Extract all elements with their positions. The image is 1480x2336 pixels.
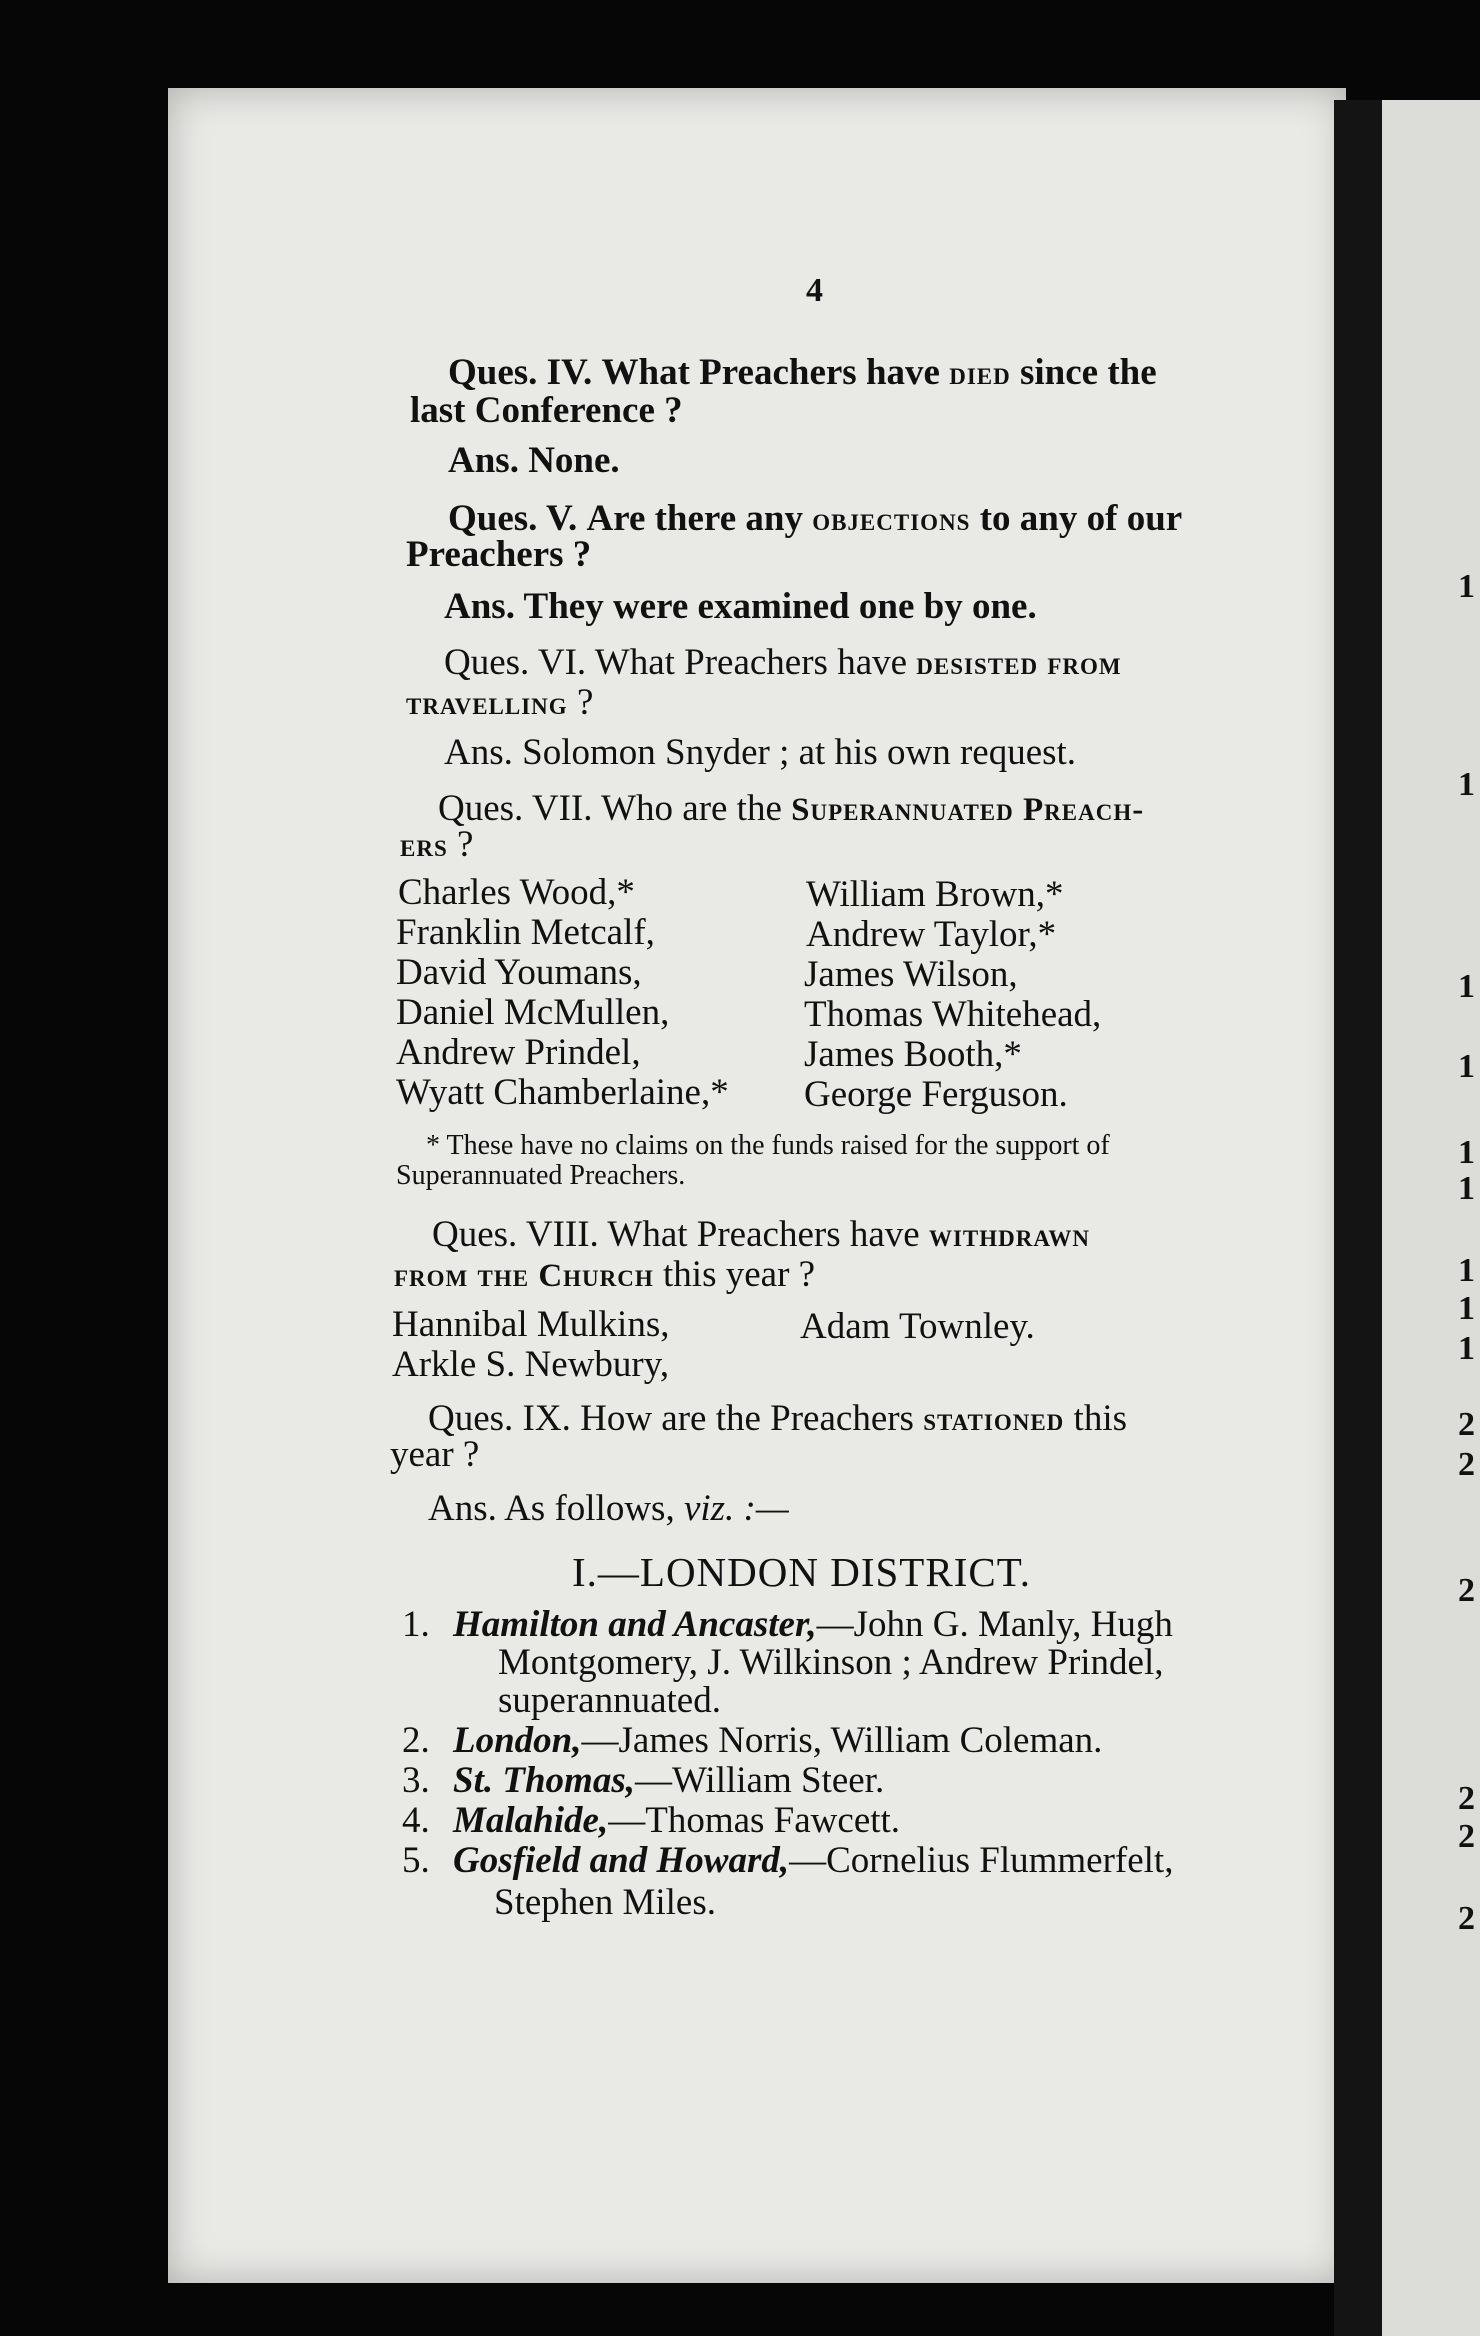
page-number: 4 (806, 272, 823, 309)
station-number: 2. (402, 1720, 430, 1761)
withdrawn-name: Adam Townley. (800, 1306, 1035, 1347)
facing-page-number: 1 (1458, 766, 1475, 803)
station-preachers: —Cornelius Flummerfelt, (789, 1840, 1174, 1881)
q7-label: Ques. VII. (438, 788, 593, 829)
q4-text2: since the (1019, 352, 1157, 393)
q7-keyword2: ers (400, 828, 448, 864)
station-preachers: —William Steer. (634, 1760, 885, 1801)
footnote-line2: Superannuated Preachers. (396, 1160, 686, 1191)
q9-line2: year ? (390, 1434, 480, 1475)
q8-keyword1: withdrawn (928, 1218, 1091, 1254)
q4-line2: last Conference ? (410, 390, 683, 431)
station-place: Gosfield and Howard, (453, 1840, 790, 1881)
station-item (402, 1842, 1173, 1879)
station-place: London, (453, 1720, 582, 1761)
q5-text1: Are there any (586, 498, 803, 539)
facing-page-number: 1 (1458, 1134, 1475, 1171)
superannuated-name: Daniel McMullen, (396, 992, 670, 1033)
q9-keyword: stationed (923, 1402, 1065, 1438)
page (168, 88, 1346, 2283)
q5-line1 (448, 500, 1182, 537)
station-item (402, 1762, 884, 1799)
station-continuation: Stephen Miles. (494, 1882, 716, 1923)
facing-page-number: 1 (1458, 1048, 1475, 1085)
q4-label: Ques. IV. (448, 352, 593, 393)
q5-keyword: objections (812, 502, 971, 538)
facing-page-number: 2 (1458, 1406, 1475, 1443)
q9-answer (428, 1490, 789, 1527)
q8-line1 (432, 1216, 1090, 1253)
facing-page-number: 2 (1458, 1900, 1475, 1937)
q8-text1: What Preachers have (607, 1214, 920, 1255)
footnote-line1: * These have no claims on the funds raised for the support of (426, 1130, 1110, 1161)
withdrawn-name: Arkle S. Newbury, (392, 1344, 670, 1385)
q6-label: Ques. VI. (444, 642, 587, 683)
station-place: St. Thomas, (453, 1760, 635, 1801)
q6-line1 (444, 644, 1122, 681)
station-place: Malahide, (453, 1800, 609, 1841)
q6-line2-end: ? (576, 682, 594, 723)
station-number: 3. (402, 1760, 430, 1801)
superannuated-name: James Booth,* (804, 1034, 1022, 1075)
superannuated-name: William Brown,* (806, 874, 1064, 915)
facing-page-number: 1 (1458, 1330, 1475, 1367)
q6-keyword2: travelling (406, 686, 568, 722)
q6-text1: What Preachers have (594, 642, 908, 683)
facing-page-number: 2 (1458, 1818, 1475, 1855)
station-number: 4. (402, 1800, 430, 1841)
q8-keyword2: from the Church (394, 1258, 654, 1294)
superannuated-name: Wyatt Chamberlaine,* (396, 1072, 729, 1113)
q7-keyword1: Superannuated Preach- (791, 792, 1145, 828)
station-preachers: —James Norris, William Coleman. (581, 1720, 1103, 1761)
q9-answer-text: Ans. As follows, (428, 1488, 675, 1529)
q7-line2-end: ? (457, 824, 474, 865)
station-item (402, 1606, 1173, 1643)
station-continuation: superannuated. (498, 1680, 721, 1721)
facing-page-number: 1 (1458, 1170, 1475, 1207)
q4-keyword: died (949, 356, 1011, 392)
q8-label: Ques. VIII. (432, 1214, 599, 1255)
q9-line1 (428, 1400, 1127, 1437)
q6-keyword1: desisted from (916, 646, 1122, 682)
facing-page-number: 2 (1458, 1572, 1475, 1609)
superannuated-name: Andrew Taylor,* (806, 914, 1057, 955)
superannuated-name: Charles Wood,* (398, 872, 635, 913)
station-continuation: Montgomery, J. Wilkinson ; Andrew Prindel, (498, 1642, 1164, 1683)
q6-answer: Ans. Solomon Snyder ; at his own request. (444, 732, 1077, 773)
q4-text1: What Preachers have (601, 352, 940, 393)
q9-text1: How are the Preachers (580, 1398, 914, 1439)
q7-line2 (400, 826, 473, 863)
q4-answer: Ans. None. (448, 440, 620, 481)
station-place: Hamilton and Ancaster, (453, 1604, 817, 1645)
q5-label: Ques. V. (448, 498, 578, 539)
superannuated-name: George Ferguson. (804, 1074, 1068, 1115)
superannuated-name: James Wilson, (804, 954, 1018, 995)
facing-page-number: 1 (1458, 968, 1475, 1005)
q9-answer-viz: viz. :— (683, 1488, 789, 1529)
superannuated-name: Thomas Whitehead, (804, 994, 1102, 1035)
q6-line2 (406, 684, 593, 721)
station-number: 1. (402, 1604, 430, 1645)
superannuated-name: Andrew Prindel, (396, 1032, 641, 1073)
facing-page-number: 1 (1458, 568, 1475, 605)
q5-line2: Preachers ? (406, 534, 592, 575)
q4-line1 (448, 354, 1157, 391)
station-preachers: —John G. Manly, Hugh (816, 1604, 1173, 1645)
facing-page-edge (1382, 100, 1480, 2336)
facing-page-number: 1 (1458, 1252, 1475, 1289)
station-preachers: —Thomas Fawcett. (608, 1800, 901, 1841)
facing-page-number: 2 (1458, 1780, 1475, 1817)
q9-label: Ques. IX. (428, 1398, 571, 1439)
superannuated-name: David Youmans, (396, 952, 642, 993)
station-item (402, 1722, 1102, 1759)
station-item (402, 1802, 900, 1839)
q7-text1: Who are the (601, 788, 782, 829)
district-heading: I.—LONDON DISTRICT. (572, 1549, 1031, 1595)
q8-text2: this year ? (663, 1254, 816, 1295)
q8-line2 (394, 1256, 815, 1293)
q5-text2: to any of our (979, 498, 1183, 539)
facing-page-number: 2 (1458, 1446, 1475, 1483)
withdrawn-name: Hannibal Mulkins, (392, 1304, 670, 1345)
station-number: 5. (402, 1840, 430, 1881)
q7-line1 (438, 790, 1144, 827)
facing-page-number: 1 (1458, 1290, 1475, 1327)
superannuated-name: Franklin Metcalf, (396, 912, 655, 953)
book-gutter (1334, 100, 1382, 2336)
q9-text2: this (1073, 1398, 1128, 1439)
q5-answer: Ans. They were examined one by one. (444, 586, 1037, 627)
